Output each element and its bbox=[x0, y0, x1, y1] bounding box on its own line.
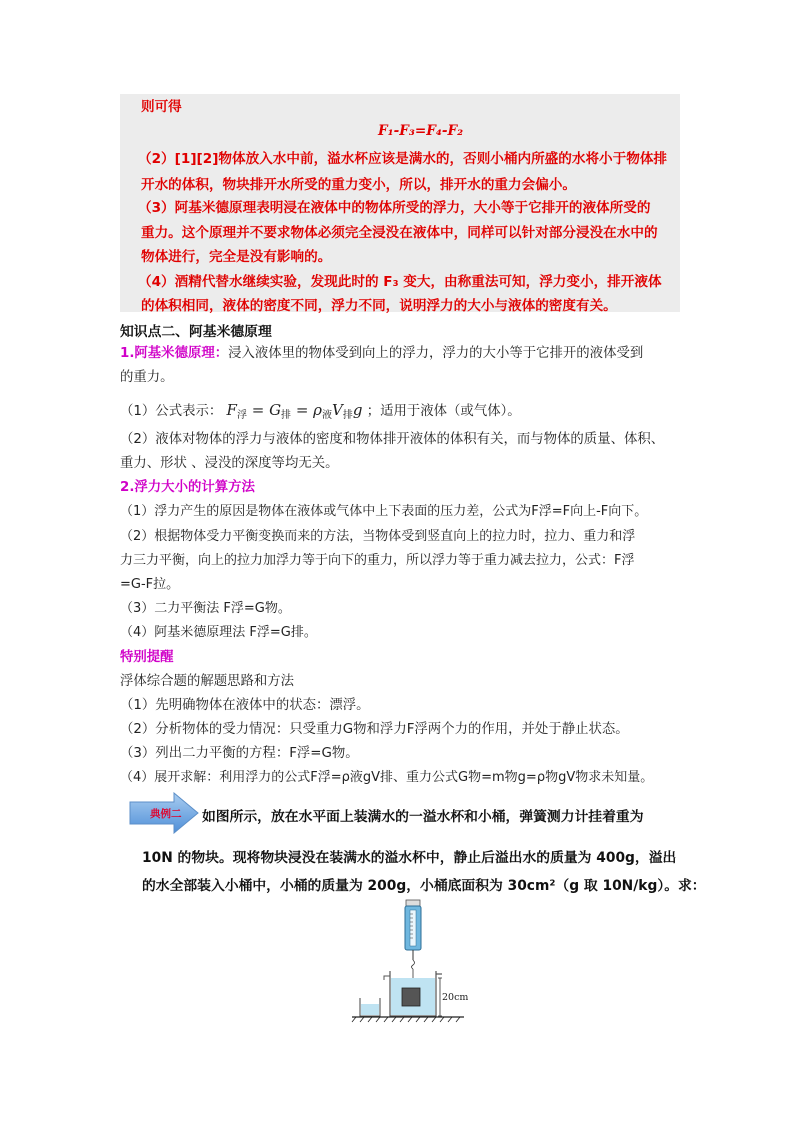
tips-intro: 浮体综合题的解题思路和方法 bbox=[120, 674, 295, 689]
example-tag-label: 典例二 bbox=[150, 808, 182, 820]
principle-label: 1.阿基米德原理： bbox=[120, 346, 229, 361]
factors-line-b: 重力、形状 、浸没的深度等均无关。 bbox=[120, 456, 339, 471]
principle-text-a: 浸入液体里的物体受到向上的浮力，浮力的大小等于它排开的液体受到 bbox=[228, 346, 644, 361]
answer-p3-a: （3）阿基米德原理表明浸在液体中的物体所受的浮力，大小等于它排开的液体所受的 bbox=[138, 200, 651, 216]
method-4: （4）阿基米德原理法 F浮=G排。 bbox=[120, 625, 317, 640]
answer-p3-c: 物体进行，完全是没有影响的。 bbox=[141, 249, 332, 265]
section-title: 知识点二、阿基米德原理 bbox=[120, 324, 272, 340]
answer-p3-b: 重力。这个原理并不要求物体必须完全浸没在液体中，同样可以针对部分浸没在水中的 bbox=[141, 225, 658, 241]
principle-paragraph bbox=[120, 342, 643, 366]
answer-formula: F₁-F₃=F₄-F₂ bbox=[378, 123, 464, 139]
tips-step-2: （2）分析物体的受力情况：只受重力G物和浮力F浮两个力的作用，并处于静止状态。 bbox=[120, 722, 629, 737]
method-2-c: =G-F拉。 bbox=[120, 577, 180, 592]
formula-prefix: （1）公式表示： bbox=[120, 404, 223, 419]
tips-step-1: （1）先明确物体在液体中的状态：漂浮。 bbox=[120, 698, 370, 713]
methods-title: 2.浮力大小的计算方法 bbox=[120, 480, 255, 495]
formula-suffix: ；适用于液体（或气体）。 bbox=[366, 404, 521, 419]
example-figure bbox=[350, 898, 468, 1024]
answer-p2-a: （2）[1][2]物体放入水中前，溢水杯应该是满水的，否则小桶内所盛的水将小于物体排 bbox=[138, 151, 668, 167]
answer-p4-a: （4）酒精代替水继续实验，发现此时的 F₃ 变大，由称重法可知，浮力变小，排开液体 bbox=[138, 274, 662, 290]
archimedes-formula: $F_浮 = G_排 = \rho_液V_排g$ bbox=[226, 401, 363, 421]
tips-step-3: （3）列出二力平衡的方程：F浮=G物。 bbox=[120, 746, 359, 761]
example-tag-arrow-icon bbox=[128, 792, 200, 834]
method-1: （1）浮力产生的原因是物体在液体或气体中上下表面的压力差，公式为F浮=F向上-F向下。 bbox=[120, 504, 648, 519]
example-line-2: 10N 的物块。现将物块浸没在装满水的溢水杯中，静止后溢出水的质量为 400g，溢出 bbox=[142, 850, 677, 866]
small-bucket-icon bbox=[360, 998, 380, 1016]
dimension-label: 20cm bbox=[442, 992, 468, 1003]
spring-scale-icon bbox=[405, 900, 421, 988]
example-line-3: 的水全部装入小桶中，小桶的质量为 200g，小桶底面积为 30cm²（g 取 10N/kg）。求： bbox=[142, 878, 706, 894]
answer-line-1: 则可得 bbox=[141, 99, 182, 115]
formula-line bbox=[120, 398, 521, 428]
tips-title: 特别提醒 bbox=[120, 650, 174, 665]
method-2-a: （2）根据物体受力平衡变换而来的方法，当物体受到竖直向上的拉力时，拉力、重力和浮 bbox=[120, 529, 636, 544]
principle-text-b: 的重力。 bbox=[120, 370, 174, 385]
method-3: （3）二力平衡法 F浮=G物。 bbox=[120, 601, 291, 616]
tips-step-4: （4）展开求解：利用浮力的公式F浮=ρ液gV排、重力公式G物=m物g=ρ物gV物求未知量。 bbox=[120, 770, 654, 785]
answer-p2-b: 开水的体积，物块排开水所受的重力变小，所以，排开水的重力会偏小。 bbox=[141, 177, 576, 193]
factors-line-a: （2）液体对物体的浮力与液体的密度和物体排开液体的体积有关，而与物体的质量、体积、 bbox=[120, 432, 665, 447]
method-2-b: 力三力平衡，向上的拉力加浮力等于向下的重力，所以浮力等于重力减去拉力，公式：F浮 bbox=[120, 553, 635, 568]
example-line-1: 如图所示，放在水平面上装满水的一溢水杯和小桶，弹簧测力计挂着重为 bbox=[202, 809, 644, 825]
answer-p4-b: 的体积相同，液体的密度不同，浮力不同，说明浮力的大小与液体的密度有关。 bbox=[141, 298, 617, 314]
